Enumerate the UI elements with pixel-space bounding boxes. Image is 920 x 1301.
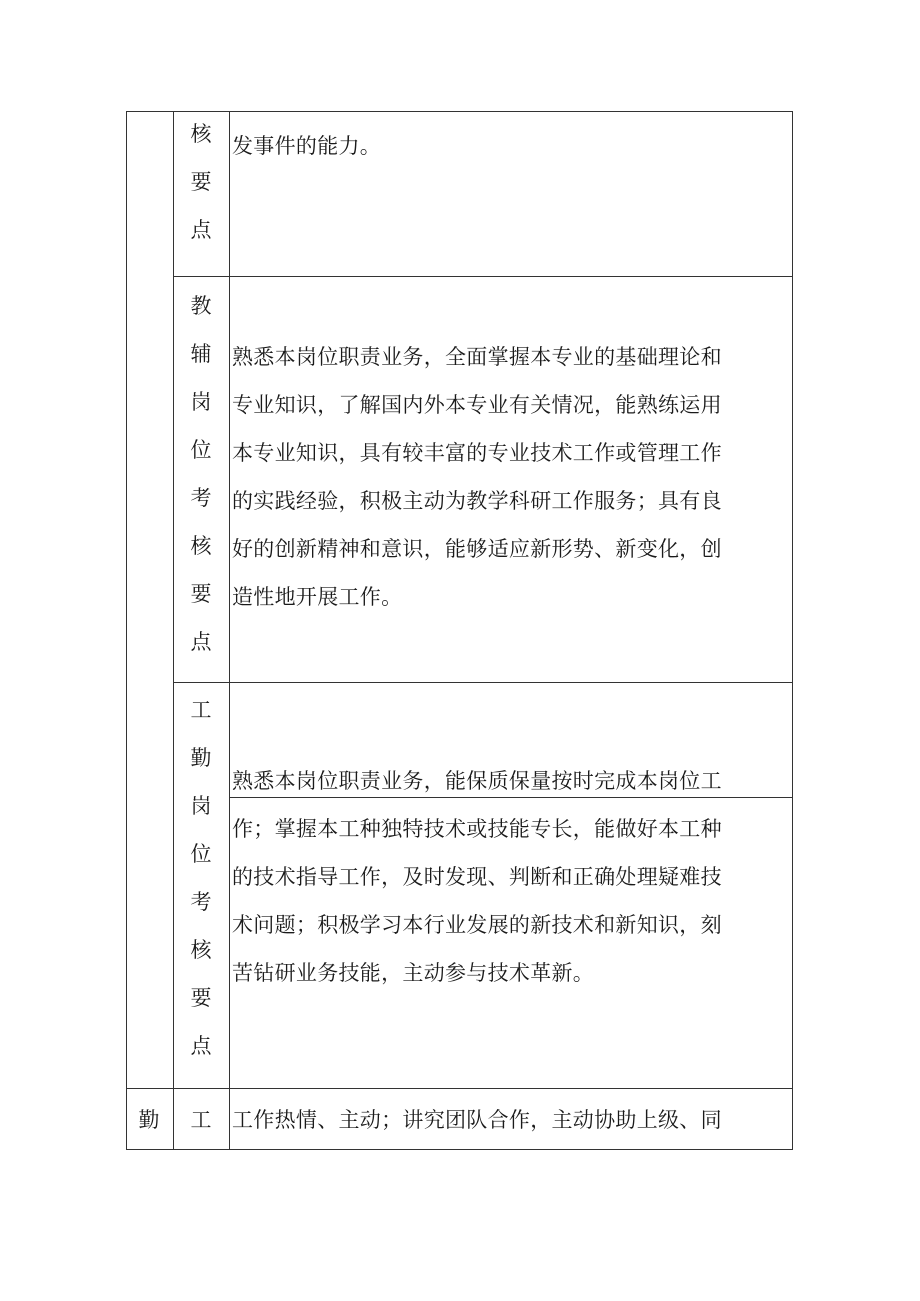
row2-line: 的实践经验，积极主动为教学科研工作服务；具有良 [232, 489, 722, 513]
row2-label-char: 位 [190, 438, 212, 462]
row2-label-char: 辅 [190, 342, 212, 366]
row3-label-char: 勤 [190, 746, 212, 770]
row2-line: 造性地开展工作。 [232, 585, 403, 609]
row4-col1-char: 勤 [138, 1108, 160, 1132]
row-divider-1 [173, 276, 793, 277]
row1-content [232, 122, 772, 170]
row2-label-char: 教 [190, 294, 212, 318]
row3-label-char: 考 [190, 890, 212, 914]
row4-content [232, 1096, 772, 1144]
row3-line: 术问题；积极学习本行业发展的新技术和新知识，刻 [232, 913, 722, 937]
row2-label-char: 要 [190, 582, 212, 606]
row3-content [232, 757, 772, 997]
row2-label-char: 考 [190, 486, 212, 510]
row2-line: 专业知识，了解国内外本专业有关情况，能熟练运用 [232, 393, 722, 417]
row1-label-char: 点 [190, 218, 212, 242]
row-divider-4 [126, 1088, 793, 1089]
row2-content [232, 333, 772, 621]
row1-label-char: 核 [190, 122, 212, 146]
row2-label [173, 282, 229, 666]
row2-label-char: 岗 [190, 390, 212, 414]
row3-label-char: 岗 [190, 794, 212, 818]
row2-line: 本专业知识，具有较丰富的专业技术工作或管理工作 [232, 441, 722, 465]
row2-line: 熟悉本岗位职责业务，全面掌握本专业的基础理论和 [232, 345, 722, 369]
row3-line: 的技术指导工作，及时发现、判断和正确处理疑难技 [232, 865, 722, 889]
row4-label-char: 工 [190, 1108, 212, 1132]
row2-line: 好的创新精神和意识，能够适应新形势、新变化，创 [232, 537, 722, 561]
row3-label-char: 要 [190, 986, 212, 1010]
row3-label [173, 686, 229, 1070]
row3-line: 苦钻研业务技能，主动参与技术革新。 [232, 961, 595, 985]
row4-line: 工作热情、主动；讲究团队合作，主动协助上级、同 [232, 1108, 722, 1132]
column-divider-2 [229, 111, 230, 1150]
row1-line: 发事件的能力。 [232, 134, 382, 158]
row3-label-char: 点 [190, 1034, 212, 1058]
row2-label-char: 核 [190, 534, 212, 558]
row1-label [173, 110, 229, 254]
row3-line: 作；掌握本工种独特技术或技能专长，能做好本工种 [232, 817, 722, 841]
row-divider-2 [173, 682, 793, 683]
row3-line: 熟悉本岗位职责业务，能保质保量按时完成本岗位工 [232, 769, 722, 793]
row4-col1-label [121, 1096, 177, 1144]
row1-label-char: 要 [190, 170, 212, 194]
row4-label [173, 1096, 229, 1144]
row3-label-char: 工 [190, 698, 212, 722]
row3-label-char: 位 [190, 842, 212, 866]
row3-label-char: 核 [190, 938, 212, 962]
row2-label-char: 点 [190, 630, 212, 654]
